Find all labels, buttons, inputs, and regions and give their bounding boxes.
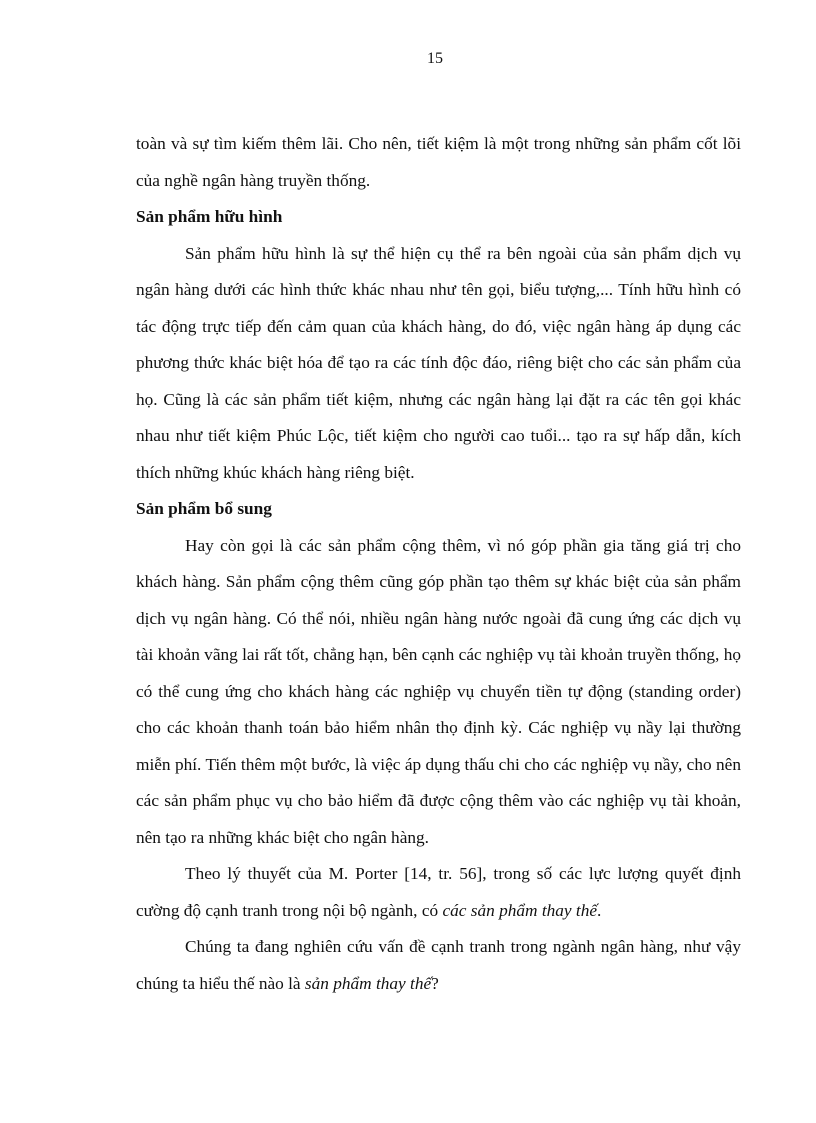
- paragraph-tangible-product: Sản phẩm hữu hình là sự thể hiện cụ thể ra bên ngoài của sản phẩm dịch vụ ngân hàng dưới các hình thức khác nhau như tên gọi, biểu tượng,... Tính hữu hình có tác động trực tiếp đến cảm quan của khách hàng, do đó, việc ngân hàng áp dụng các phương thức khác biệt hóa để tạo ra các tính độc đáo, riêng biệt cho các sản phẩm của họ. Cũng là các sản phẩm tiết kiệm, nhưng các ngân hàng lại đặt ra các tên gọi khác nhau như tiết kiệm Phúc Lộc, tiết kiệm cho người cao tuổi... tạo ra sự hấp dẫn, kích thích những khúc khách hàng riêng biệt.: [136, 243, 741, 482]
- paragraph-supplementary-product: Hay còn gọi là các sản phẩm cộng thêm, vì nó góp phần gia tăng giá trị cho khách hàng. Sản phẩm cộng thêm cũng góp phần tạo thêm sự khác biệt của sản phẩm dịch vụ ngân hàng. Có thể nói, nhiều ngân hàng nước ngoài đã cung ứng các dịch vụ tài khoản vãng lai rất tốt, chẳng hạn, bên cạnh các nghiệp vụ tài khoản truyền thống, họ có thể cung ứng cho khách hàng các nghiệp vụ chuyển tiền tự động (standing order) cho các khoản thanh toán bảo hiểm nhân thọ định kỳ. Các nghiệp vụ nầy lại thường miễn phí. Tiến thêm một bước, là việc áp dụng thấu chi cho các nghiệp vụ nầy, cho nên các sản phẩm phục vụ cho bảo hiểm đã được cộng thêm vào các nghiệp vụ tài khoản, nên tạo ra những khác biệt cho ngân hàng.: [136, 535, 741, 847]
- heading-tangible-product: Sản phẩm hữu hình: [136, 207, 283, 226]
- question-end: ?: [431, 973, 439, 993]
- body-text: [136, 126, 741, 1002]
- paragraph-substitute-question: [136, 929, 741, 1002]
- paragraph-continuation: toàn và sự tìm kiếm thêm lãi. Cho nên, tiết kiệm là một trong những sản phẩm cốt lõi của nghề ngân hàng truyền thống.: [136, 134, 741, 190]
- porter-end: .: [597, 900, 602, 920]
- porter-italic-term: các sản phẩm thay thế: [442, 900, 598, 920]
- porter-text: Theo lý thuyết của M. Porter [14, tr. 56], trong số các lực lượng quyết định cường độ cạnh tranh trong nội bộ ngành, có: [136, 864, 741, 920]
- paragraph-porter-theory: [136, 856, 741, 929]
- question-italic-term: sản phẩm thay thế: [304, 973, 432, 993]
- heading-supplementary-product: Sản phẩm bổ sung: [136, 499, 272, 518]
- question-text: Chúng ta đang nghiên cứu vấn đề cạnh tranh trong ngành ngân hàng, như vậy chúng ta hiểu thế nào là: [136, 937, 741, 993]
- page-number: 15: [427, 50, 443, 67]
